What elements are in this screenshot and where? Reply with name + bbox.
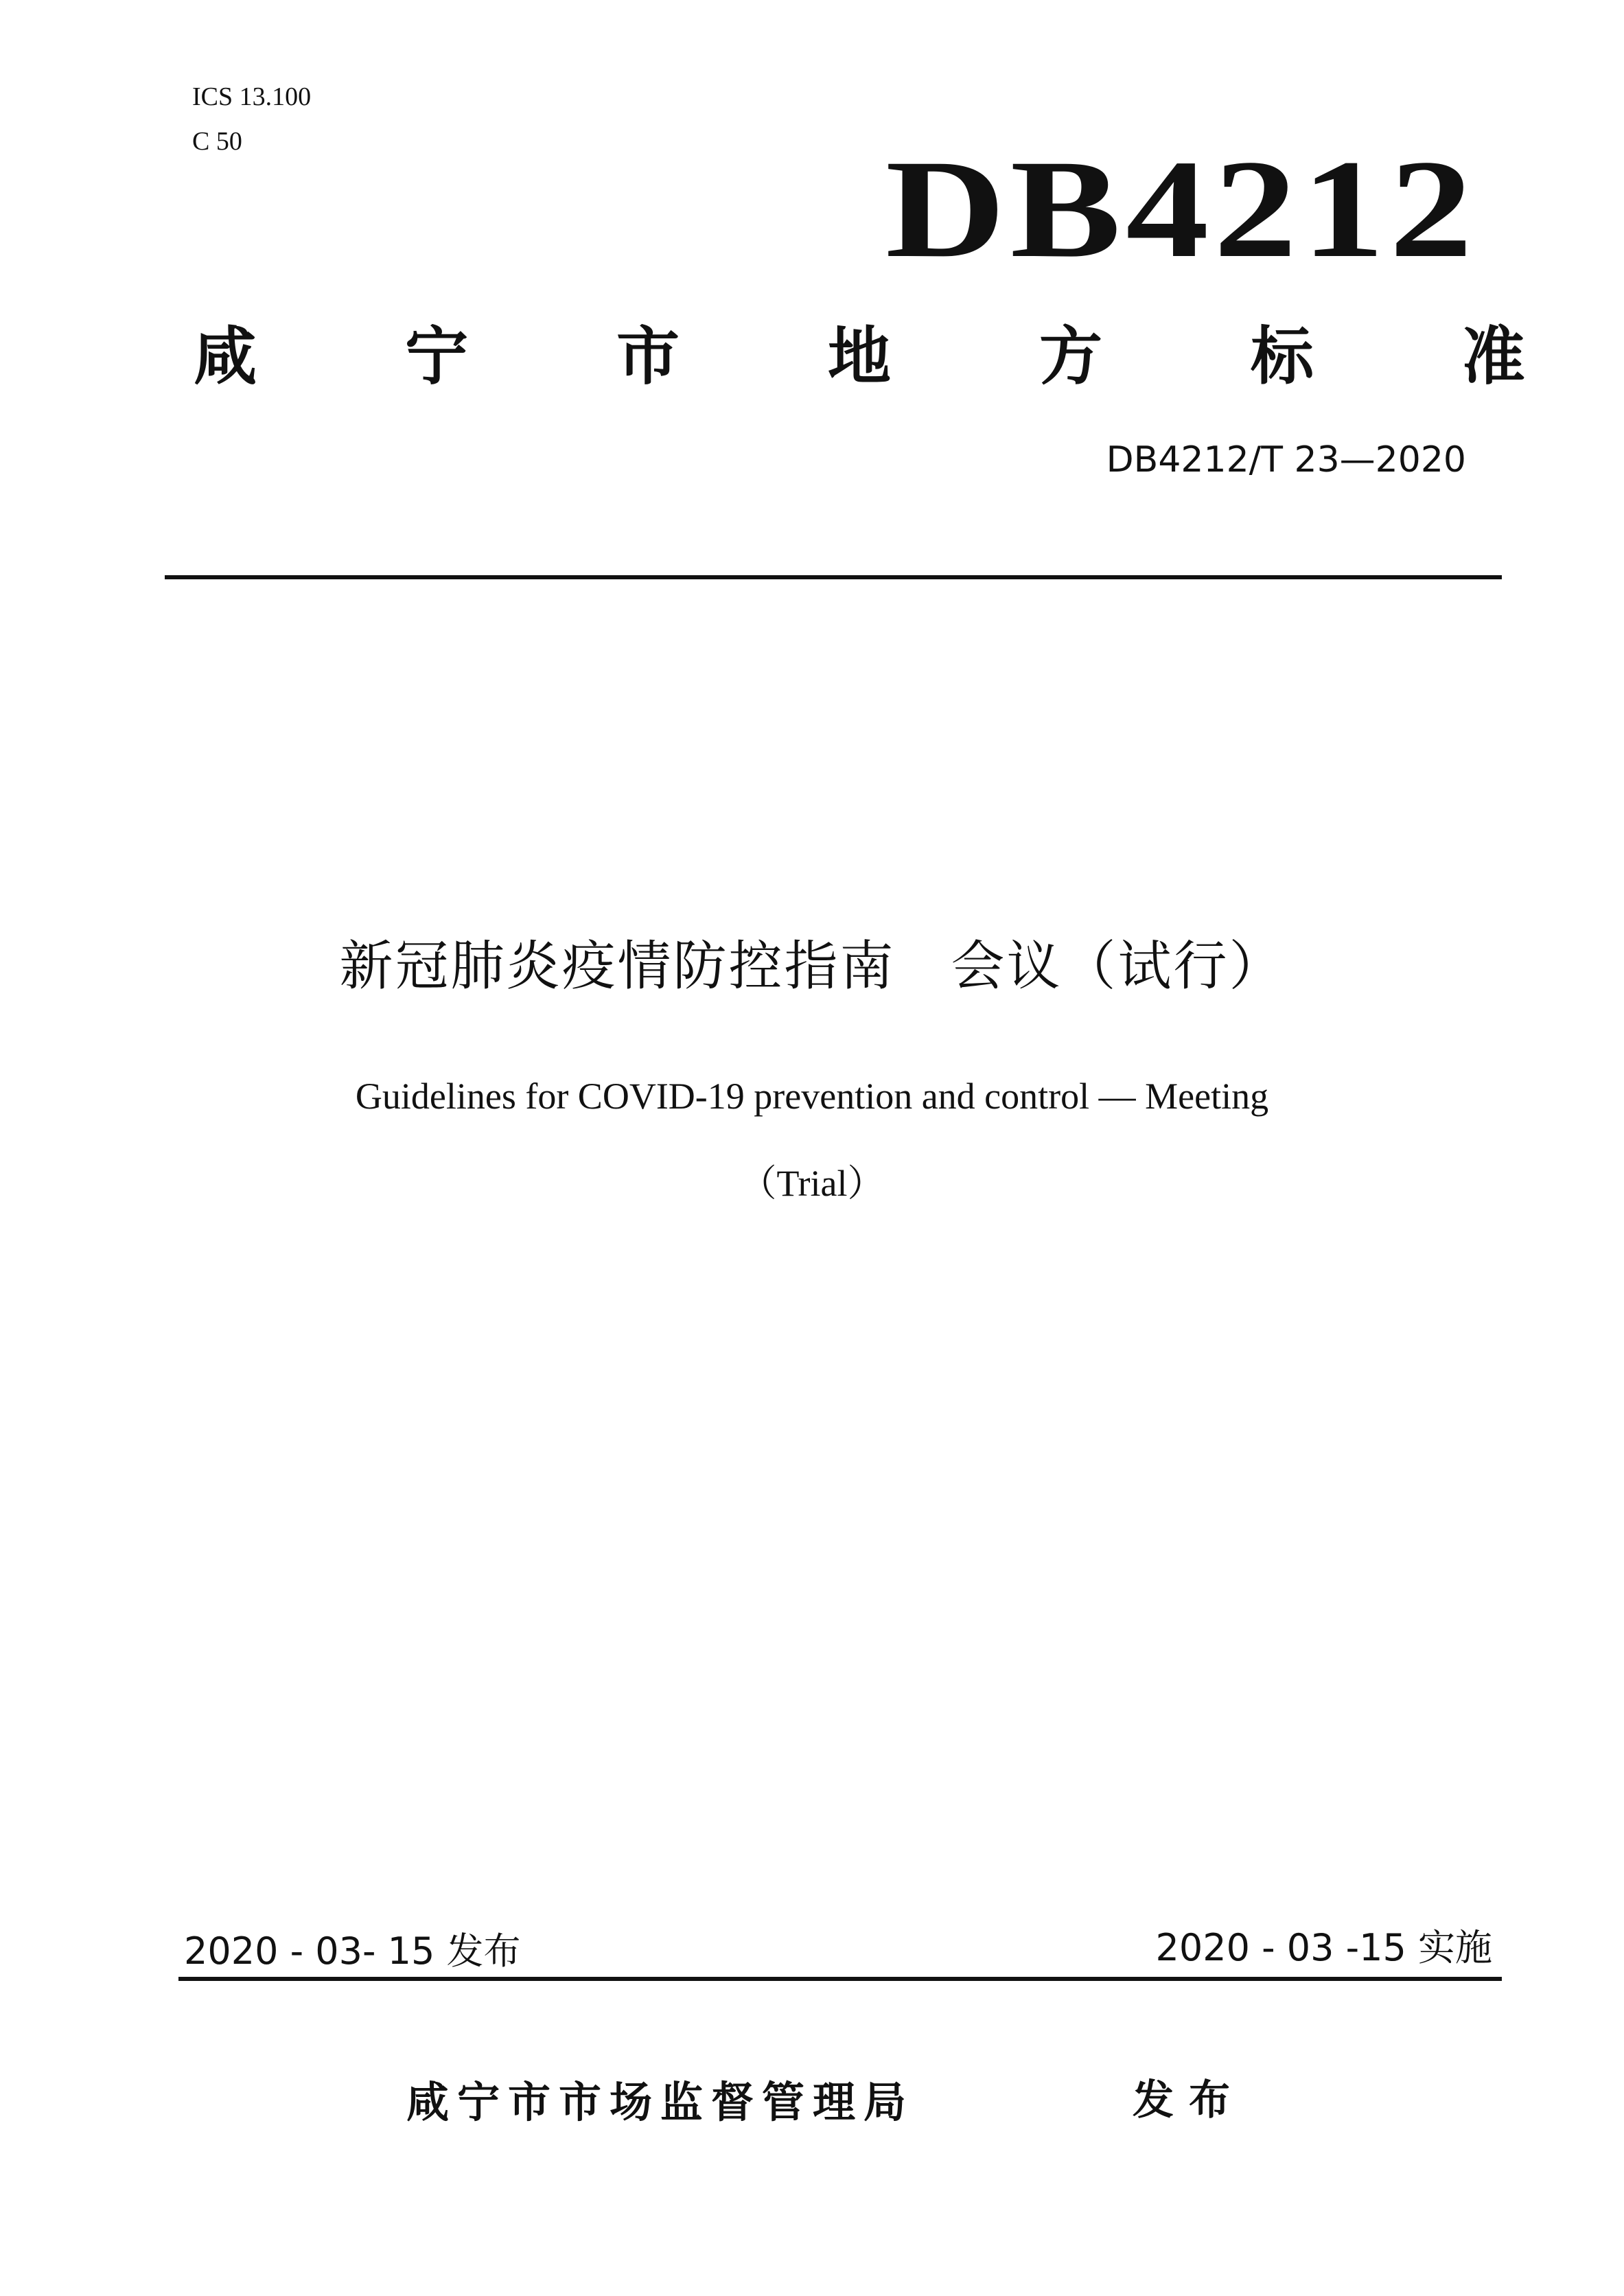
standard-code-large: DB4212 bbox=[885, 131, 1478, 287]
standard-kind-char: 市 bbox=[616, 320, 680, 393]
document-title-trial: （Trial） bbox=[739, 1163, 885, 1204]
standard-kind-char: 地 bbox=[827, 320, 891, 393]
standard-kind-char: 标 bbox=[1250, 320, 1314, 393]
ccs-code: C 50 bbox=[192, 127, 242, 156]
standard-kind-heading bbox=[194, 319, 1525, 395]
ics-code: ICS 13.100 bbox=[192, 82, 312, 111]
issuing-authority: 咸宁市市场监督管理局 bbox=[406, 2077, 915, 2127]
standard-kind-char: 准 bbox=[1461, 320, 1525, 393]
release-date: 2020 - 03- 15 发布 bbox=[184, 1929, 521, 1973]
standard-kind-char: 宁 bbox=[404, 320, 468, 393]
document-title-chinese: 新冠肺炎疫情防控指南 会议（试行） bbox=[339, 936, 1285, 997]
standard-kind-char: 方 bbox=[1039, 320, 1102, 393]
footer-divider bbox=[178, 1977, 1502, 1981]
issue-label: 发布 bbox=[1133, 2076, 1245, 2124]
implementation-date: 2020 - 03 -15 实施 bbox=[1155, 1926, 1492, 1969]
document-title-english: Guidelines for COVID-19 prevention and control — Meeting bbox=[355, 1076, 1269, 1117]
standard-kind-char: 咸 bbox=[194, 320, 257, 393]
standard-number: DB4212/T 23—2020 bbox=[1106, 439, 1466, 480]
header-divider bbox=[165, 575, 1502, 579]
